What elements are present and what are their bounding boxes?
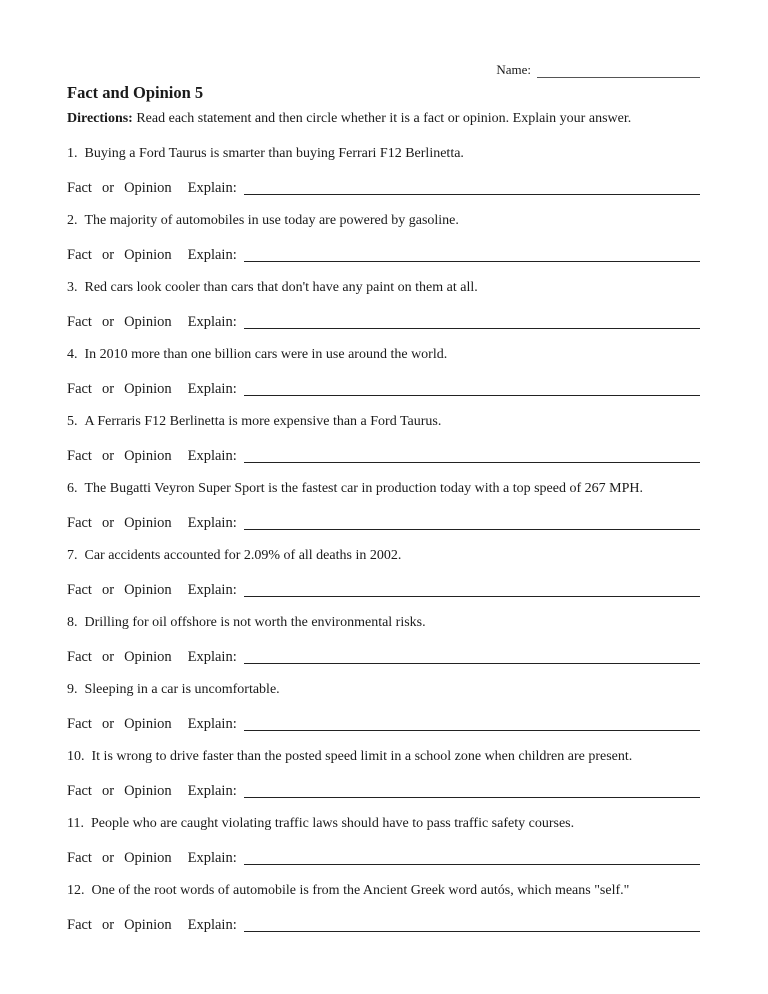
or-label: or bbox=[101, 782, 115, 799]
explain-blank-line bbox=[244, 850, 700, 865]
answer-row bbox=[67, 649, 700, 666]
statement-number: 6. bbox=[67, 481, 78, 496]
items bbox=[67, 146, 700, 933]
explain-label: Explain: bbox=[187, 849, 237, 866]
statement bbox=[67, 481, 700, 498]
statement bbox=[67, 883, 700, 900]
or-label: or bbox=[101, 648, 115, 665]
statement-number: 5. bbox=[67, 414, 78, 429]
answer-row bbox=[67, 783, 700, 800]
or-label: or bbox=[101, 581, 115, 598]
opinion-choice: Opinion bbox=[124, 246, 172, 263]
statement-number: 8. bbox=[67, 615, 78, 630]
worksheet-item bbox=[67, 749, 700, 799]
fact-choice: Fact bbox=[67, 782, 92, 799]
statement-text: Buying a Ford Taurus is smarter than buying Ferrari F12 Berlinetta. bbox=[84, 146, 464, 161]
worksheet-item bbox=[67, 548, 700, 598]
statement-text: The Bugatti Veyron Super Sport is the fastest car in production today with a top speed of 267 MPH. bbox=[84, 481, 643, 496]
name-row bbox=[67, 0, 700, 78]
statement bbox=[67, 749, 700, 766]
answer-row bbox=[67, 582, 700, 599]
worksheet-item bbox=[67, 213, 700, 263]
statement-number: 11. bbox=[67, 816, 84, 831]
worksheet-item bbox=[67, 682, 700, 732]
statement bbox=[67, 414, 700, 431]
fact-choice: Fact bbox=[67, 916, 92, 933]
directions bbox=[67, 110, 700, 127]
answer-row bbox=[67, 180, 700, 197]
statement bbox=[67, 280, 700, 297]
fact-choice: Fact bbox=[67, 849, 92, 866]
explain-label: Explain: bbox=[187, 514, 237, 531]
opinion-choice: Opinion bbox=[124, 648, 172, 665]
statement-number: 3. bbox=[67, 280, 78, 295]
statement-number: 4. bbox=[67, 347, 78, 362]
or-label: or bbox=[101, 514, 115, 531]
explain-blank-line bbox=[244, 716, 700, 731]
opinion-choice: Opinion bbox=[124, 313, 172, 330]
statement bbox=[67, 548, 700, 565]
name-label: Name: bbox=[496, 62, 531, 77]
statement-text: Car accidents accounted for 2.09% of all deaths in 2002. bbox=[84, 548, 402, 563]
worksheet-item bbox=[67, 816, 700, 866]
worksheet-item bbox=[67, 883, 700, 933]
name-blank-line bbox=[537, 63, 700, 78]
opinion-choice: Opinion bbox=[124, 782, 172, 799]
worksheet-item bbox=[67, 146, 700, 196]
statement-text: It is wrong to drive faster than the posted speed limit in a school zone when children are present. bbox=[91, 749, 633, 764]
answer-row bbox=[67, 448, 700, 465]
opinion-choice: Opinion bbox=[124, 849, 172, 866]
statement-number: 7. bbox=[67, 548, 78, 563]
worksheet-item bbox=[67, 347, 700, 397]
worksheet-item bbox=[67, 481, 700, 531]
or-label: or bbox=[101, 380, 115, 397]
statement-text: Red cars look cooler than cars that don't have any paint on them at all. bbox=[84, 280, 478, 295]
explain-label: Explain: bbox=[187, 581, 237, 598]
page-title: Fact and Opinion 5 bbox=[67, 83, 204, 102]
statement-number: 9. bbox=[67, 682, 78, 697]
or-label: or bbox=[101, 313, 115, 330]
or-label: or bbox=[101, 447, 115, 464]
or-label: or bbox=[101, 246, 115, 263]
opinion-choice: Opinion bbox=[124, 916, 172, 933]
explain-label: Explain: bbox=[187, 447, 237, 464]
fact-choice: Fact bbox=[67, 447, 92, 464]
explain-blank-line bbox=[244, 180, 700, 195]
statement bbox=[67, 146, 700, 163]
statement-number: 10. bbox=[67, 749, 85, 764]
explain-label: Explain: bbox=[187, 246, 237, 263]
or-label: or bbox=[101, 179, 115, 196]
answer-row bbox=[67, 381, 700, 398]
explain-blank-line bbox=[244, 314, 700, 329]
opinion-choice: Opinion bbox=[124, 380, 172, 397]
fact-choice: Fact bbox=[67, 246, 92, 263]
fact-choice: Fact bbox=[67, 648, 92, 665]
explain-blank-line bbox=[244, 448, 700, 463]
explain-blank-line bbox=[244, 381, 700, 396]
explain-label: Explain: bbox=[187, 715, 237, 732]
fact-choice: Fact bbox=[67, 514, 92, 531]
statement-number: 2. bbox=[67, 213, 78, 228]
explain-label: Explain: bbox=[187, 380, 237, 397]
explain-label: Explain: bbox=[187, 916, 237, 933]
worksheet-item bbox=[67, 414, 700, 464]
opinion-choice: Opinion bbox=[124, 715, 172, 732]
directions-text: Read each statement and then circle whether it is a fact or opinion. Explain your answer. bbox=[136, 111, 632, 126]
statement bbox=[67, 816, 700, 833]
statement-number: 12. bbox=[67, 883, 85, 898]
statement-text: The majority of automobiles in use today are powered by gasoline. bbox=[84, 213, 459, 228]
fact-choice: Fact bbox=[67, 313, 92, 330]
statement-text: A Ferraris F12 Berlinetta is more expensive than a Ford Taurus. bbox=[84, 414, 442, 429]
statement-text: In 2010 more than one billion cars were in use around the world. bbox=[84, 347, 448, 362]
opinion-choice: Opinion bbox=[124, 514, 172, 531]
or-label: or bbox=[101, 715, 115, 732]
or-label: or bbox=[101, 849, 115, 866]
statement bbox=[67, 615, 700, 632]
explain-blank-line bbox=[244, 917, 700, 932]
explain-blank-line bbox=[244, 783, 700, 798]
statement-number: 1. bbox=[67, 146, 78, 161]
answer-row bbox=[67, 247, 700, 264]
explain-blank-line bbox=[244, 515, 700, 530]
explain-blank-line bbox=[244, 247, 700, 262]
statement bbox=[67, 682, 700, 699]
statement-text: Sleeping in a car is uncomfortable. bbox=[84, 682, 280, 697]
explain-label: Explain: bbox=[187, 179, 237, 196]
explain-label: Explain: bbox=[187, 782, 237, 799]
fact-choice: Fact bbox=[67, 581, 92, 598]
explain-label: Explain: bbox=[187, 313, 237, 330]
answer-row bbox=[67, 314, 700, 331]
statement bbox=[67, 347, 700, 364]
fact-choice: Fact bbox=[67, 715, 92, 732]
statement bbox=[67, 213, 700, 230]
statement-text: People who are caught violating traffic laws should have to pass traffic safety courses. bbox=[90, 816, 575, 831]
answer-row bbox=[67, 716, 700, 733]
answer-row bbox=[67, 515, 700, 532]
opinion-choice: Opinion bbox=[124, 447, 172, 464]
statement-text: Drilling for oil offshore is not worth the environmental risks. bbox=[84, 615, 426, 630]
opinion-choice: Opinion bbox=[124, 179, 172, 196]
explain-label: Explain: bbox=[187, 648, 237, 665]
explain-blank-line bbox=[244, 582, 700, 597]
statement-text: One of the root words of automobile is from the Ancient Greek word autós, which means "self." bbox=[91, 883, 630, 898]
worksheet-item bbox=[67, 615, 700, 665]
fact-choice: Fact bbox=[67, 179, 92, 196]
worksheet-item bbox=[67, 280, 700, 330]
opinion-choice: Opinion bbox=[124, 581, 172, 598]
directions-label: Directions: bbox=[67, 111, 133, 126]
explain-blank-line bbox=[244, 649, 700, 664]
answer-row bbox=[67, 917, 700, 934]
fact-choice: Fact bbox=[67, 380, 92, 397]
answer-row bbox=[67, 850, 700, 867]
or-label: or bbox=[101, 916, 115, 933]
